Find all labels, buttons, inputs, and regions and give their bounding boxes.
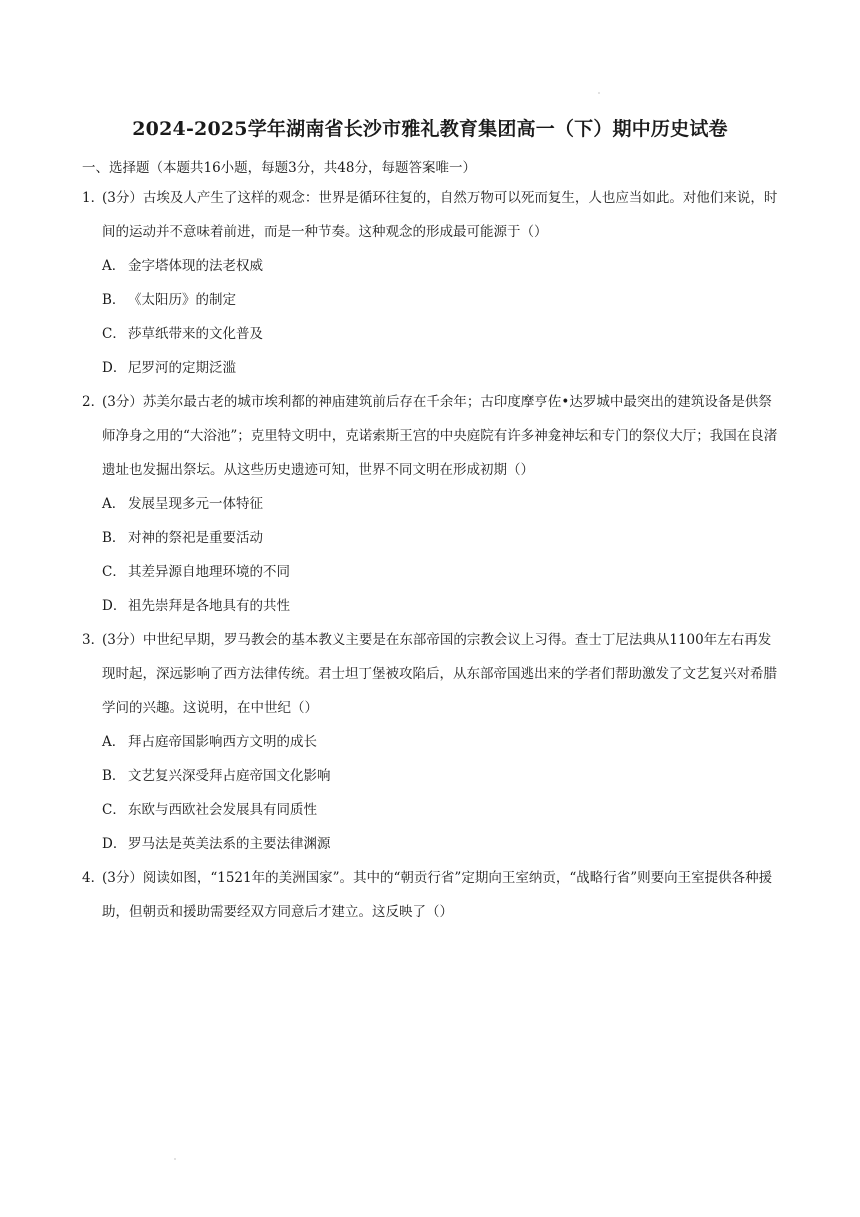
page-mark-top (598, 92, 600, 94)
question-number: 1． (82, 190, 105, 206)
question-4 (82, 861, 782, 929)
option-label: A． (102, 258, 126, 274)
question-text: (3分）苏美尔最古老的城市埃利都的神庙建筑前后存在千余年；古印度摩亨佐•达罗城中最突出的建筑设备是供祭师净身之用的“大浴池”；克里特文明中，克诺索斯王宫的中央庭院有许多神龛神坛和专门的祭仪大厅；我国在良渚遗址也发掘出祭坛。从这些历史遗迹可知，世界不同文明在形成初期（） (102, 394, 778, 478)
page-mark-bottom (174, 1158, 176, 1160)
option-text: 其差异源自地理环境的不同 (128, 564, 290, 580)
option-text: 尼罗河的定期泛滥 (128, 360, 236, 376)
option-label: C． (102, 564, 126, 580)
question-text: (3分）古埃及人产生了这样的观念：世界是循环往复的，自然万物可以死而复生，人也应当如此。对他们来说，时间的运动并不意味着前进，而是一种节奏。这种观念的形成最可能源于（） (102, 190, 778, 240)
option-b[interactable] (82, 521, 782, 555)
exam-title: 2024-2025学年湖南省长沙市雅礼教育集团高一（下）期中历史试卷 (132, 118, 728, 140)
option-a[interactable] (82, 487, 782, 521)
option-label: C． (102, 802, 126, 818)
option-c[interactable] (82, 793, 782, 827)
question-stem (82, 861, 782, 929)
option-b[interactable] (82, 283, 782, 317)
option-text: 罗马法是英美法系的主要法律渊源 (128, 836, 331, 852)
option-text: 文艺复兴深受拜占庭帝国文化影响 (128, 768, 331, 784)
question-1 (82, 181, 782, 385)
question-stem (82, 181, 782, 249)
option-d[interactable] (82, 827, 782, 861)
option-text: 祖先崇拜是各地具有的共性 (128, 598, 290, 614)
question-stem (82, 385, 782, 487)
option-c[interactable] (82, 317, 782, 351)
option-label: A． (102, 734, 126, 750)
option-label: B． (102, 292, 126, 308)
question-3 (82, 623, 782, 861)
option-label: C． (102, 326, 126, 342)
option-label: D． (102, 360, 127, 376)
option-a[interactable] (82, 725, 782, 759)
option-c[interactable] (82, 555, 782, 589)
option-text: 《太阳历》的制定 (128, 292, 236, 308)
question-stem (82, 623, 782, 725)
option-label: D． (102, 598, 127, 614)
option-text: 拜占庭帝国影响西方文明的成长 (128, 734, 317, 750)
option-label: B． (102, 768, 126, 784)
option-b[interactable] (82, 759, 782, 793)
question-text: (3分）中世纪早期，罗马教会的基本教义主要是在东部帝国的宗教会议上习得。查士丁尼法典从1100年左右再发现时起，深远影响了西方法律传统。君士坦丁堡被攻陷后，从东部帝国逃出来的学者们帮助激发了文艺复兴对希腊学问的兴趣。这说明，在中世纪（） (102, 632, 777, 716)
question-text: (3分）阅读如图，“1521年的美洲国家”。其中的“朝贡行省”定期向王室纳贡，“战略行省”则要向王室提供各种援助，但朝贡和援助需要经双方同意后才建立。这反映了（） (102, 870, 773, 920)
option-text: 东欧与西欧社会发展具有同质性 (128, 802, 317, 818)
section-header: 一、选择题（本题共16小题，每题3分，共48分，每题答案唯一） (82, 160, 476, 176)
question-number: 4． (82, 870, 105, 886)
option-d[interactable] (82, 589, 782, 623)
option-a[interactable] (82, 249, 782, 283)
question-number: 3． (82, 632, 105, 648)
question-number: 2． (82, 394, 105, 410)
option-text: 金字塔体现的法老权威 (128, 258, 263, 274)
question-2 (82, 385, 782, 623)
option-label: D． (102, 836, 127, 852)
option-text: 莎草纸带来的文化普及 (128, 326, 263, 342)
option-label: A． (102, 496, 126, 512)
option-label: B． (102, 530, 126, 546)
option-d[interactable] (82, 351, 782, 385)
option-text: 发展呈现多元一体特征 (128, 496, 263, 512)
option-text: 对神的祭祀是重要活动 (128, 530, 263, 546)
